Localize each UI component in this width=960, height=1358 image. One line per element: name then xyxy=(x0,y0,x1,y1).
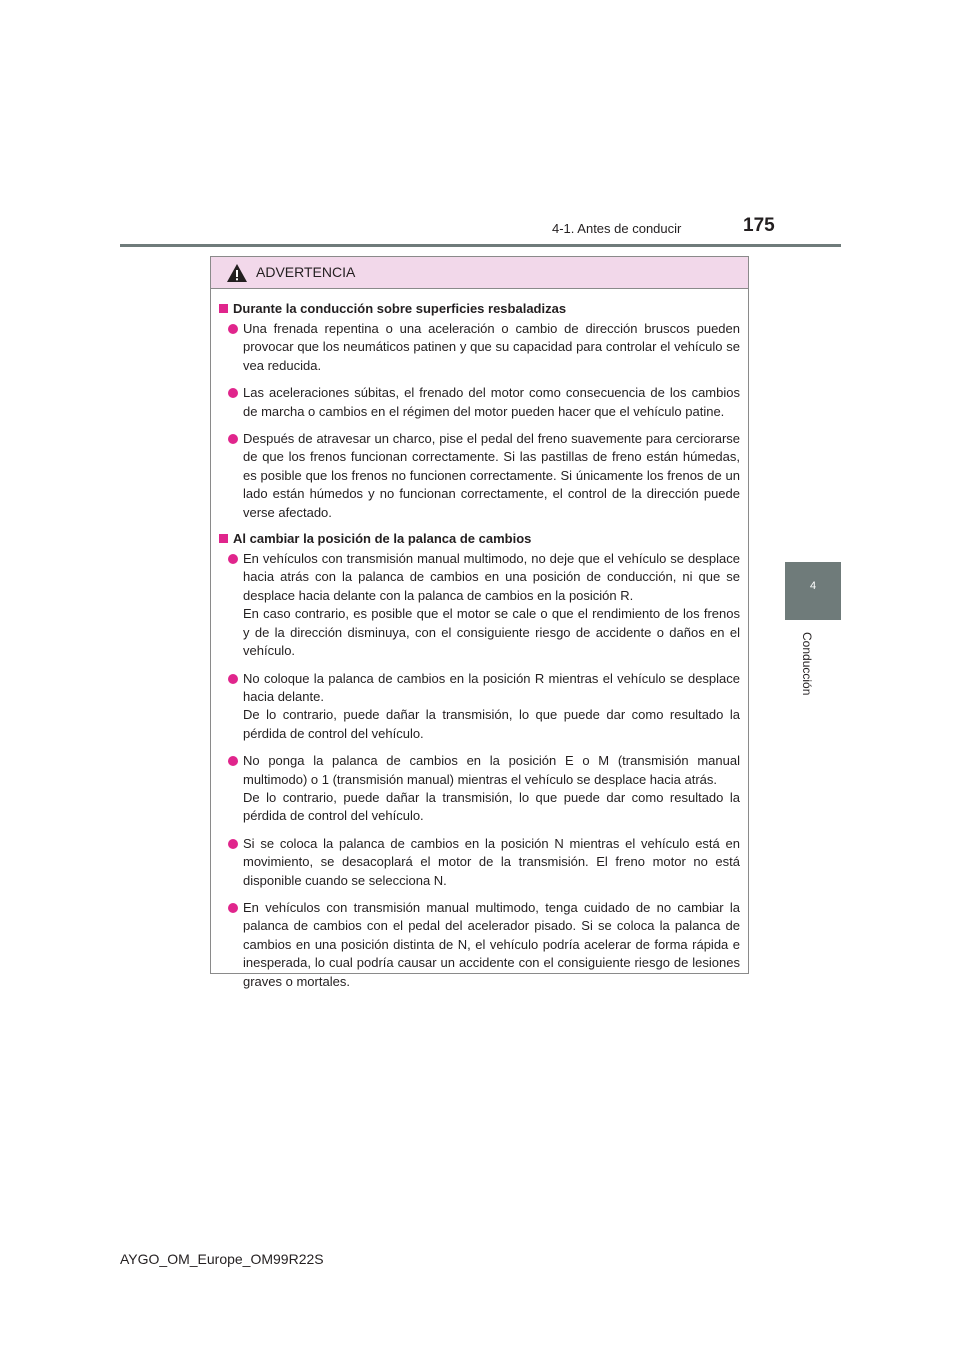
round-bullet-icon xyxy=(228,839,238,849)
item-paragraph: Después de atravesar un charco, pise el pedal del freno suavemente para cerciorarse de que los frenos funcionan correctamente. Si las pastillas de freno están húmedas, es posible que los frenos no funcionen correctamente. Si únicamente los frenos de un lado están húmedos y no funcionan correctamente, el control de la dirección puede verse afectado. xyxy=(243,431,740,520)
round-bullet-icon xyxy=(228,324,238,334)
item-paragraph: De lo contrario, puede dañar la transmisión, lo que puede dar como resultado la pérdida de control del vehículo. xyxy=(243,707,740,741)
round-bullet-icon xyxy=(228,554,238,564)
warning-section-title xyxy=(219,531,740,546)
round-bullet-icon xyxy=(228,674,238,684)
page-number: 175 xyxy=(743,215,775,236)
warning-list-item xyxy=(219,899,740,991)
warning-body xyxy=(211,289,748,991)
item-paragraph: Las aceleraciones súbitas, el frenado del motor como consecuencia de los cambios de marcha o cambios en el régimen del motor pueden hacer que el vehículo patine. xyxy=(243,385,740,419)
header-rule xyxy=(120,244,841,247)
round-bullet-icon xyxy=(228,756,238,766)
warning-list-item xyxy=(219,550,740,660)
warning-list-item xyxy=(219,320,740,375)
item-paragraph: En caso contrario, es posible que el motor se cale o que el rendimiento de los frenos y de la dirección disminuya, con el consiguiente riesgo de accidente o daños en el vehículo. xyxy=(243,606,740,659)
warning-title: ADVERTENCIA xyxy=(256,264,356,280)
round-bullet-icon xyxy=(228,388,238,398)
footer-doc-code: AYGO_OM_Europe_OM99R22S xyxy=(120,1251,324,1267)
warning-list-item xyxy=(219,430,740,522)
chapter-number: 4 xyxy=(809,580,817,592)
item-paragraph: No coloque la palanca de cambios en la posición R mientras el vehículo se desplace hacia delante. xyxy=(243,670,740,704)
round-bullet-icon xyxy=(228,903,238,913)
chapter-label: Conducción xyxy=(800,632,814,696)
item-paragraph: En vehículos con transmisión manual multimodo, tenga cuidado de no cambiar la palanca de cambios con el pedal del acelerador pisado. Si se coloca la palanca de cambios en una posición distinta de N, el vehículo podría acelerar de forma rápida e inesperada, lo cual podría causar un accidente con el consiguiente riesgo de lesiones graves o mortales. xyxy=(243,899,740,989)
chapter-tab xyxy=(785,562,841,620)
warning-list-item xyxy=(219,670,740,744)
item-paragraph: De lo contrario, puede dañar la transmisión, lo que puede dar como resultado la pérdida de control del vehículo. xyxy=(243,789,740,824)
item-paragraph: Si se coloca la palanca de cambios en la posición N mientras el vehículo está en movimiento, se desacoplará el motor de la transmisión. El freno motor no está disponible cuando se selecciona N. xyxy=(243,835,740,888)
item-paragraph: No ponga la palanca de cambios en la posición E o M (transmisión manual multimodo) o 1 (transmisión manual) mientras el vehículo se desplace hacia atrás. xyxy=(243,753,740,787)
section-title-text: Durante la conducción sobre superficies resbaladizas xyxy=(233,301,567,316)
warning-list-item xyxy=(219,752,740,826)
item-paragraph: En vehículos con transmisión manual multimodo, no deje que el vehículo se desplace hacia atrás con la palanca de cambios en una posición de conducción, ni que se desplace hacia delante con la palanca de cambios en la posición R. xyxy=(243,551,740,603)
warning-header xyxy=(211,257,748,289)
item-paragraph: Una frenada repentina o una aceleración o cambio de dirección bruscos pueden provocar que los neumáticos patinen y que su capacidad para controlar el vehículo se vea reducida. xyxy=(243,321,740,373)
warning-section-title xyxy=(219,301,740,316)
square-bullet-icon xyxy=(219,304,228,313)
chapter-label-container xyxy=(798,632,814,712)
warning-list-item xyxy=(219,835,740,890)
round-bullet-icon xyxy=(228,434,238,444)
header-section-title: 4-1. Antes de conducir xyxy=(552,221,682,236)
square-bullet-icon xyxy=(219,534,228,543)
section-title-text: Al cambiar la posición de la palanca de cambios xyxy=(233,531,532,547)
warning-list-item xyxy=(219,384,740,421)
warning-triangle-icon xyxy=(226,263,248,283)
warning-box xyxy=(210,256,749,989)
